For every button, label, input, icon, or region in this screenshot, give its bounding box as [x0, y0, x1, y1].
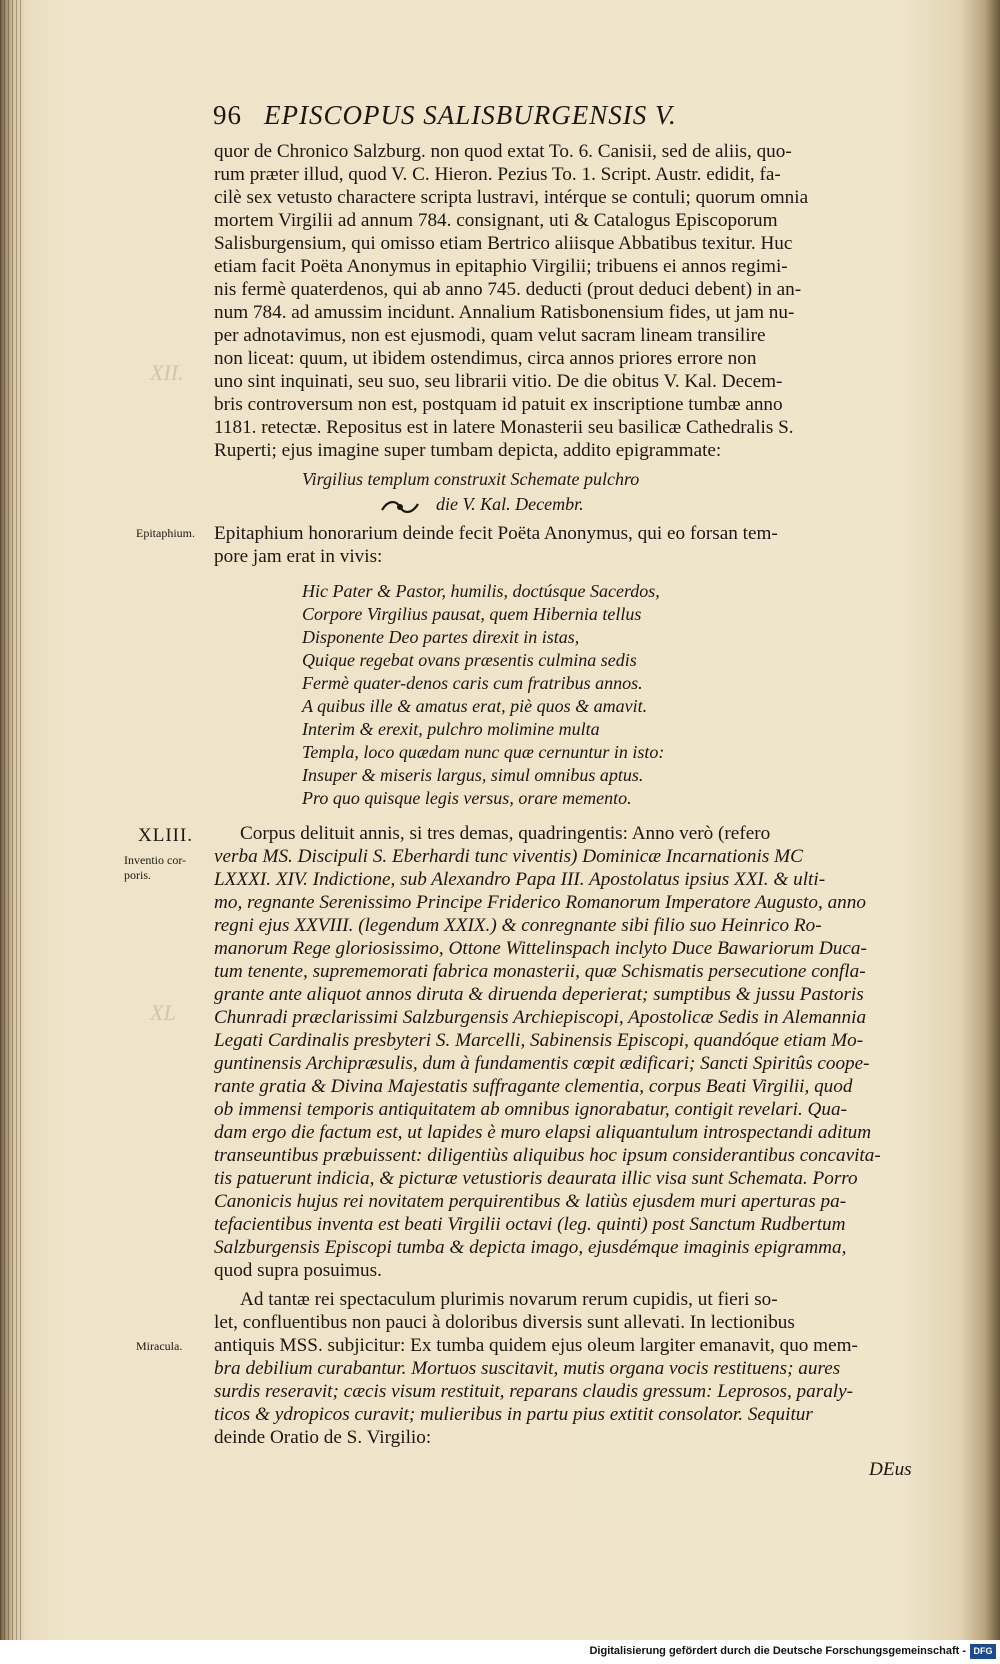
- text-line: Canonicis hujus rei novitatem perquirentibus & latiùs ejusdem muri aperturas pa-: [214, 1191, 847, 1212]
- text-line: Salisburgensium, qui omisso etiam Bertrico aliisque Abbatibus texitur. Huc: [214, 233, 793, 254]
- text-line: rum præter illud, quod V. C. Hieron. Pezius To. 1. Script. Austr. edidit, fa-: [214, 164, 781, 185]
- digitization-footer: [0, 1640, 1000, 1664]
- dfg-logo-icon: DFG: [970, 1644, 996, 1659]
- verse-line: Hic Pater & Pastor, humilis, doctúsque Sacerdos,: [302, 581, 660, 601]
- verse-line: Fermè quater-denos caris cum fratribus annos.: [302, 673, 643, 693]
- text-line: deinde Oratio de S. Virgilio:: [214, 1427, 432, 1448]
- text-line: non liceat: quum, ut ibidem ostendimus, circa annos priores errore non: [214, 348, 757, 369]
- text-line: bris controversum non est, postquam id patuit ex inscriptione tumbæ anno: [214, 394, 783, 415]
- text-line: etiam facit Poëta Anonymus in epitaphio Virgilii; tribuens ei annos regimi-: [214, 256, 788, 277]
- running-title: EPISCOPUS SALISBURGENSIS V.: [264, 100, 677, 130]
- section-number: XLIII.: [138, 825, 194, 846]
- text-line: ob immensi temporis antiquitatem ab omnibus ignorabatur, contigit revelari. Qua-: [214, 1099, 847, 1120]
- text-line: nis fermè quaterdenos, qui ab anno 745. deducti (prout deduci debent) in an-: [214, 279, 802, 300]
- text-line: Legati Cardinalis presbyteri S. Marcelli, Sabinensis Episcopi, quandóque etiam Mo-: [214, 1030, 864, 1051]
- verse-line: Disponente Deo partes direxit in istas,: [302, 627, 580, 647]
- verse-line: Corpore Virgilius pausat, quem Hibernia tellus: [302, 604, 642, 624]
- text-line: Salzburgensis Episcopi tumba & depicta imago, ejusdémque imaginis epigramma,: [214, 1237, 847, 1258]
- text-line: 1181. retectæ. Repositus est in latere Monasterii seu basilicæ Cathedralis S.: [214, 417, 794, 438]
- epigram-date: die V. Kal. Decembr.: [436, 494, 584, 514]
- verse-line: Interim & erexit, pulchro molimine multa: [302, 719, 600, 739]
- verse-line: Pro quo quisque legis versus, orare memento.: [302, 788, 632, 808]
- book-edge: [0, 0, 22, 1640]
- margin-note-epitaphium: Epitaphium.: [136, 526, 195, 540]
- verse-line: Quique regebat ovans præsentis culmina sedis: [302, 650, 637, 670]
- text-line: dam ergo die factum est, ut lapides è muro elapsi aliquantulum introspectandi aditum: [214, 1122, 872, 1143]
- text-line: Epitaphium honorarium deinde fecit Poëta Anonymus, qui eo forsan tem-: [214, 523, 778, 544]
- text-line: cilè sex vetusto charactere scripta lustravi, intérque se contuli; quorum omnia: [214, 187, 809, 208]
- verse-line: Templa, loco quædam nunc quæ cernuntur in isto:: [302, 742, 665, 762]
- text-line: quod supra posuimus.: [214, 1260, 382, 1281]
- text-line: Corpus delituit annis, si tres demas, quadringentis: Anno verò (refero: [240, 823, 771, 844]
- margin-note-miracula: Miracula.: [136, 1339, 183, 1353]
- show-through-mark: XII.: [150, 360, 184, 385]
- text-line: num 784. ad amussim incidunt. Annalium Ratisbonensium fides, ut jam nu-: [214, 302, 795, 323]
- text-line: tefacientibus inventa est beati Virgilii octavi (leg. quinti) post Sanctum Rudbertum: [214, 1214, 846, 1235]
- text-line: Chunradi præclarissimi Salzburgensis Archiepiscopi, Apostolicæ Sedis in Alemannia: [214, 1007, 867, 1028]
- text-line: verba MS. Discipuli S. Eberhardi tunc viventis) Dominicæ Incarnationis MC: [214, 846, 803, 867]
- text-line: pore jam erat in vivis:: [214, 546, 383, 567]
- catchword: DEus: [869, 1459, 912, 1480]
- text-line: Ruperti; ejus imagine super tumbam depicta, addito epigrammate:: [214, 440, 722, 461]
- footer-credit: Digitalisierung gefördert durch die Deutsche Forschungsgemeinschaft -: [589, 1645, 966, 1657]
- page-header: [213, 100, 677, 131]
- show-through-mark: XL: [150, 1000, 176, 1025]
- verse-line: A quibus ille & amatus erat, piè quos & amavit.: [302, 696, 648, 716]
- epigram-line: Virgilius templum construxit Schemate pulchro: [302, 469, 640, 489]
- text-line: uno sint inquinati, seu suo, seu librarii vitio. De die obitus V. Kal. Decem-: [214, 371, 783, 392]
- text-line: per adnotavimus, non est ejusmodi, quam velut sacram lineam transilire: [214, 325, 766, 346]
- margin-note-inventio-cont: poris.: [124, 868, 151, 882]
- margin-note-inventio: Inventio cor-: [124, 853, 187, 867]
- text-line: Ad tantæ rei spectaculum plurimis novarum rerum cupidis, ut fieri so-: [240, 1289, 778, 1310]
- text-line: quor de Chronico Salzburg. non quod extat To. 6. Canisii, sed de aliis, quo-: [214, 141, 792, 162]
- text-line: mortem Virgilii ad annum 784. consignant, uti & Catalogus Episcoporum: [214, 210, 778, 231]
- page-number: 96: [213, 100, 242, 130]
- fleuron-ornament-icon: [380, 496, 420, 518]
- text-line: mo, regnante Serenissimo Principe Friderico Romanorum Imperatore Augusto, anno: [214, 892, 866, 913]
- text-line: let, confluentibus non pauci à doloribus diversis sunt allevati. In lectionibus: [214, 1312, 795, 1333]
- text-line: surdis reseravit; cæcis visum restituit, reparans claudis gressum: Leprosos, paraly-: [214, 1381, 854, 1402]
- text-line: tis patuerunt indicia, & picturæ vetustioris deaurata illic visa sunt Schemata. Porro: [214, 1168, 858, 1189]
- text-line: regni ejus XXVIII. (legendum XXIX.) & conregnante sibi filio suo Heinrico Ro-: [214, 915, 822, 936]
- text-line: bra debilium curabantur. Mortuos suscitavit, mutis organa vocis restituens; aures: [214, 1358, 841, 1379]
- text-line: tum tenente, suprememorati fabrica monasterii, quæ Schismatis persecutione confla-: [214, 961, 866, 982]
- text-line: rante gratia & Divina Majestatis suffragante clementia, corpus Beati Virgilii, quod: [214, 1076, 853, 1097]
- text-line: grante ante aliquot annos diruta & diruenda deperierat; sumptibus & jussu Pastoris: [214, 984, 864, 1005]
- verse-line: Insuper & miseris largus, simul omnibus aptus.: [302, 765, 644, 785]
- text-line: manorum Rege gloriosissimo, Ottone Wittelinspach inclyto Duce Bawariorum Duca-: [214, 938, 867, 959]
- text-line: LXXXI. XIV. Indictione, sub Alexandro Papa III. Apostolatus ipsius XXI. & ulti-: [214, 869, 826, 890]
- text-line: transeuntibus præbuissent: diligentiùs aliquibus hoc ipsum considerantibus concavita-: [214, 1145, 881, 1166]
- text-line: guntinensis Archipræsulis, dum à fundamentis cœpit ædificari; Sancti Spiritûs coope-: [214, 1053, 870, 1074]
- text-line: ticos & ydropicos curavit; mulieribus in partu pius extitit consolator. Sequitur: [214, 1404, 813, 1425]
- text-line: antiquis MSS. subjicitur: Ex tumba quidem ejus oleum largiter emanavit, quo mem-: [214, 1335, 858, 1356]
